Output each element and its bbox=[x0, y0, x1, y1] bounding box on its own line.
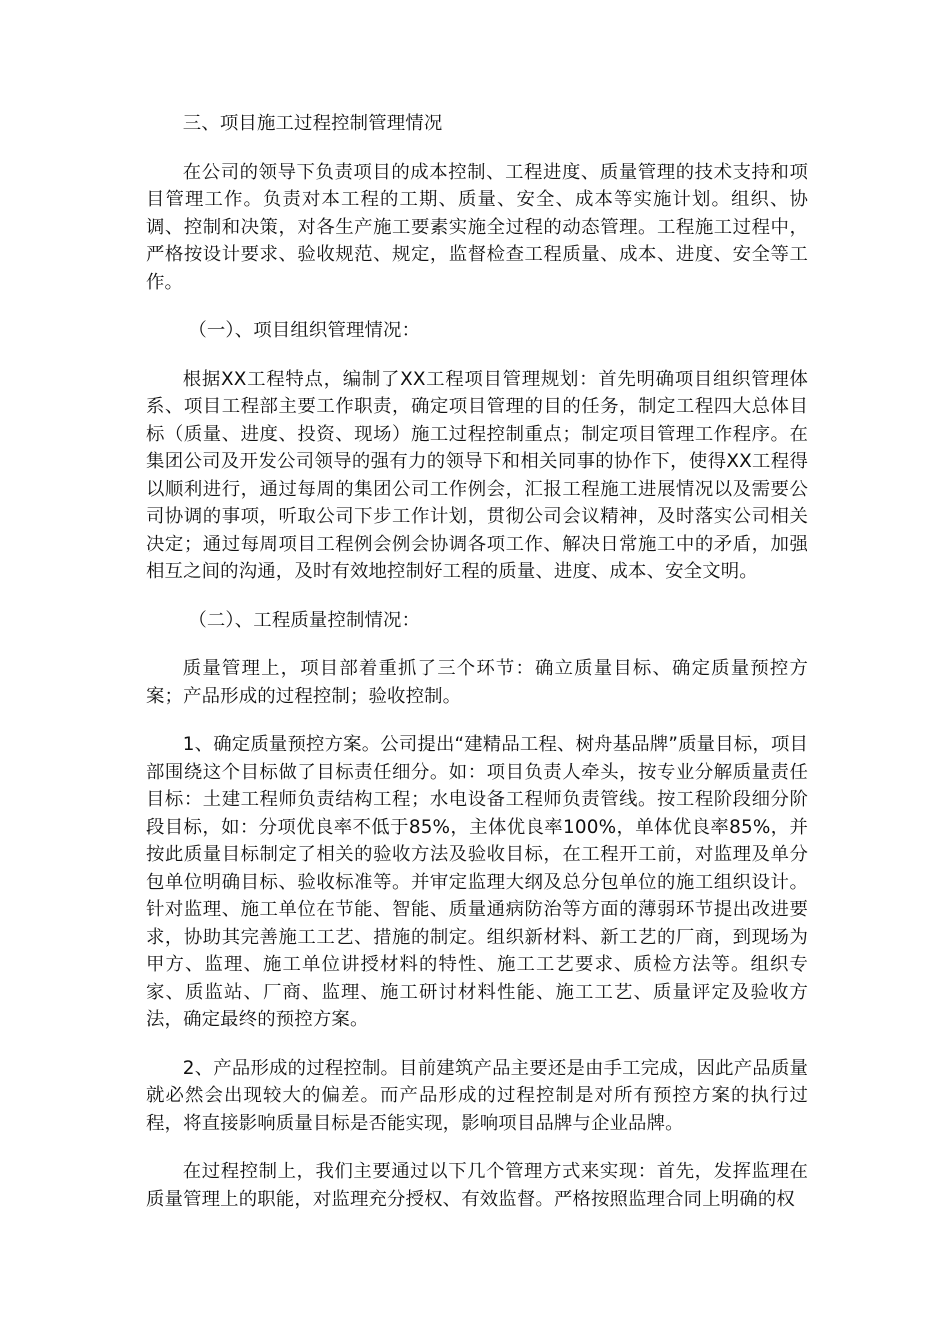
subsection-1-title: （一）、项目组织管理情况： bbox=[188, 320, 421, 341]
process-control-paragraph: 2、产品形成的过程控制。目前建筑产品主要还是由手工完成，因此产品质量就必然会出现较大的偏差。而产品形成的过程控制是对所有预控方案的执行过程，将直接影响质量目标是否能实现，影响项目品牌与企业品牌。 bbox=[146, 1057, 808, 1134]
quality-plan-paragraph: 1、确定质量预控方案。公司提出“建精品工程、树舟基品牌”质量目标，项目部围绕这个目标做了目标责任细分。如：项目负责人牵头，按专业分解质量责任目标：土建工程师负责结构工程；水电设备工程师负责管线。按工程阶段细分阶段目标，如：分项优良率不低于85%，主体优良率100%，单体优良率85%，并按此质量目标制定了相关的验收方法及验收目标，在工程开工前，对监理及单分包单位明确目标、验收标准等。并审定监理大纲及总分包单位的施工组织设计。针对监理、施工单位在节能、智能、质量通病防治等方面的薄弱环节提出改进要求，协助其完善施工工艺、措施的制定。组织新材料、新工艺的厂商，到现场为甲方、监理、施工单位讲授材料的特性、施工工艺要求、质检方法等。组织专家、质监站、厂商、监理、施工研讨材料性能、施工工艺、质量评定及验收方法，确定最终的预控方案。 bbox=[146, 734, 808, 1030]
subsection-2-title: （二）、工程质量控制情况： bbox=[188, 609, 421, 631]
process-methods-paragraph: 在过程控制上，我们主要通过以下几个管理方式来实现：首先，发挥监理在质量管理上的职能，对监理充分授权、有效监督。严格按照监理合同上明确的权 bbox=[146, 1161, 808, 1210]
intro-paragraph: 在公司的领导下负责项目的成本控制、工程进度、质量管理的技术支持和项目管理工作。负责对本工程的工期、质量、安全、成本等实施计划。组织、协调、控制和决策，对各生产施工要素实施全过程的动态管理。工程施工过程中，严格按设计要求、验收规范、规定，监督检查工程质量、成本、进度、安全等工作。 bbox=[146, 161, 808, 293]
subsection-2-intro: 质量管理上，项目部着重抓了三个环节：确立质量目标、确定质量预控方案；产品形成的过程控制；验收控制。 bbox=[146, 658, 808, 707]
section-title: 三、项目施工过程控制管理情况 bbox=[182, 113, 443, 134]
document-page bbox=[146, 110, 808, 1213]
subsection-1-body: 根据XX工程特点，编制了XX工程项目管理规划：首先明确项目组织管理体系、项目工程部主要工作职责，确定项目管理的目的任务，制定工程四大总体目标（质量、进度、投资、现场）施工过程控制重点；制定项目管理工作程序。在集团公司及开发公司领导的强有力的领导下和相关同事的协作下，使得XX工程得以顺利进行，通过每周的集团公司工作例会，汇报工程施工进展情况以及需要公司协调的事项，听取公司下步工作计划，贯彻公司会议精神，及时落实公司相关决定；通过每周项目工程例会例会协调各项工作、解决日常施工中的矛盾，加强相互之间的沟通，及时有效地控制好工程的质量、进度、成本、安全文明。 bbox=[146, 368, 808, 582]
